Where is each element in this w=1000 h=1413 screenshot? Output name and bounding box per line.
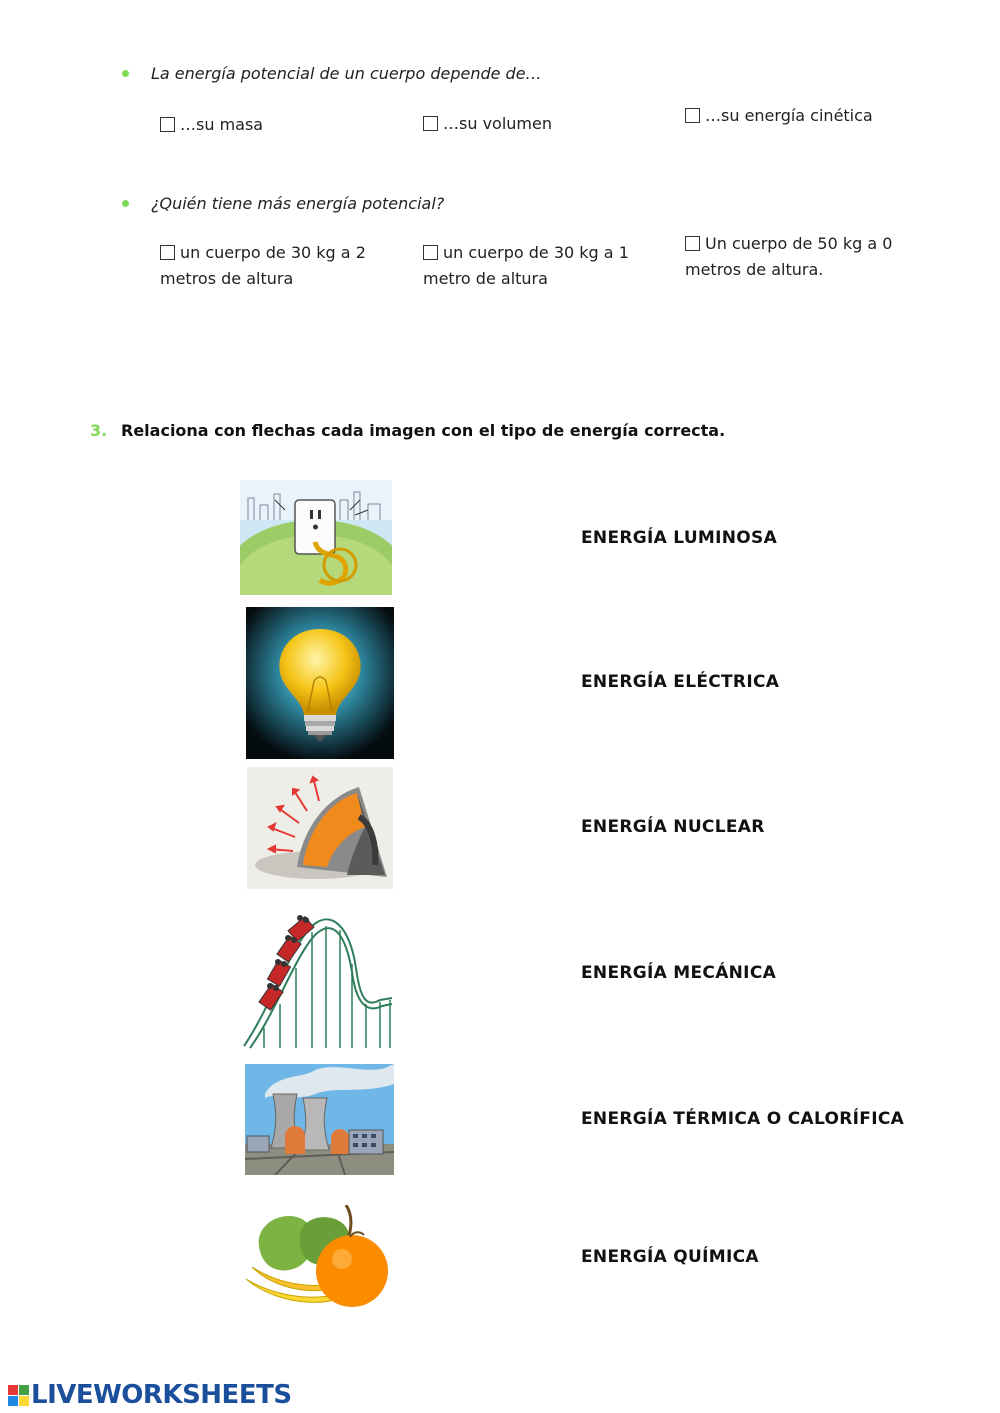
option-label: un cuerpo de 30 kg a 2 (180, 243, 366, 262)
energy-label-2[interactable]: ENERGÍA ELÉCTRICA (581, 672, 780, 692)
question-1-text: La energía potencial de un cuerpo depende de… (151, 64, 542, 83)
q2-option-3[interactable] (685, 231, 925, 283)
logo-text: LIVEWORKSHEETS (31, 1380, 292, 1410)
checkbox[interactable] (685, 108, 700, 123)
energy-label-4[interactable]: ENERGÍA MECÁNICA (581, 963, 777, 983)
option-label-line2: metros de altura. (685, 260, 824, 279)
section-title: Relaciona con flechas cada imagen con el tipo de energía correcta. (121, 421, 726, 440)
option-label: …su energía cinética (705, 106, 873, 125)
energy-label-5[interactable]: ENERGÍA TÉRMICA O CALORÍFICA (581, 1109, 905, 1129)
checkbox[interactable] (423, 116, 438, 131)
section-number: 3. (90, 421, 108, 440)
light-bulb-image[interactable] (246, 607, 394, 759)
checkbox[interactable] (685, 236, 700, 251)
liveworksheets-logo[interactable] (8, 1380, 292, 1410)
option-label: …su volumen (443, 114, 552, 133)
option-label-line2: metros de altura (160, 269, 294, 288)
option-label: …su masa (180, 115, 264, 134)
checkbox[interactable] (423, 245, 438, 260)
electric-outlet-image[interactable] (240, 480, 392, 595)
q1-option-2[interactable] (423, 111, 552, 137)
option-label: Un cuerpo de 50 kg a 0 (705, 234, 893, 253)
iron-heat-image[interactable] (247, 767, 393, 889)
roller-coaster-image[interactable] (240, 908, 393, 1050)
energy-label-3[interactable]: ENERGÍA NUCLEAR (581, 817, 765, 837)
option-label: un cuerpo de 30 kg a 1 (443, 243, 629, 262)
question-2-text: ¿Quién tiene más energía potencial? (151, 194, 445, 213)
checkbox[interactable] (160, 245, 175, 260)
energy-label-1[interactable]: ENERGÍA LUMINOSA (581, 528, 778, 548)
q2-option-1[interactable] (160, 240, 390, 292)
nuclear-plant-image[interactable] (245, 1064, 394, 1175)
q1-option-1[interactable] (160, 112, 263, 138)
bullet-dot (122, 200, 129, 207)
energy-label-6[interactable]: ENERGÍA QUÍMICA (581, 1247, 759, 1267)
option-label-line2: metro de altura (423, 269, 548, 288)
bullet-dot (122, 70, 129, 77)
logo-icon (8, 1385, 29, 1406)
q2-option-2[interactable] (423, 240, 653, 292)
checkbox[interactable] (160, 117, 175, 132)
fruit-image[interactable] (242, 1205, 394, 1310)
q1-option-3[interactable] (685, 103, 873, 129)
